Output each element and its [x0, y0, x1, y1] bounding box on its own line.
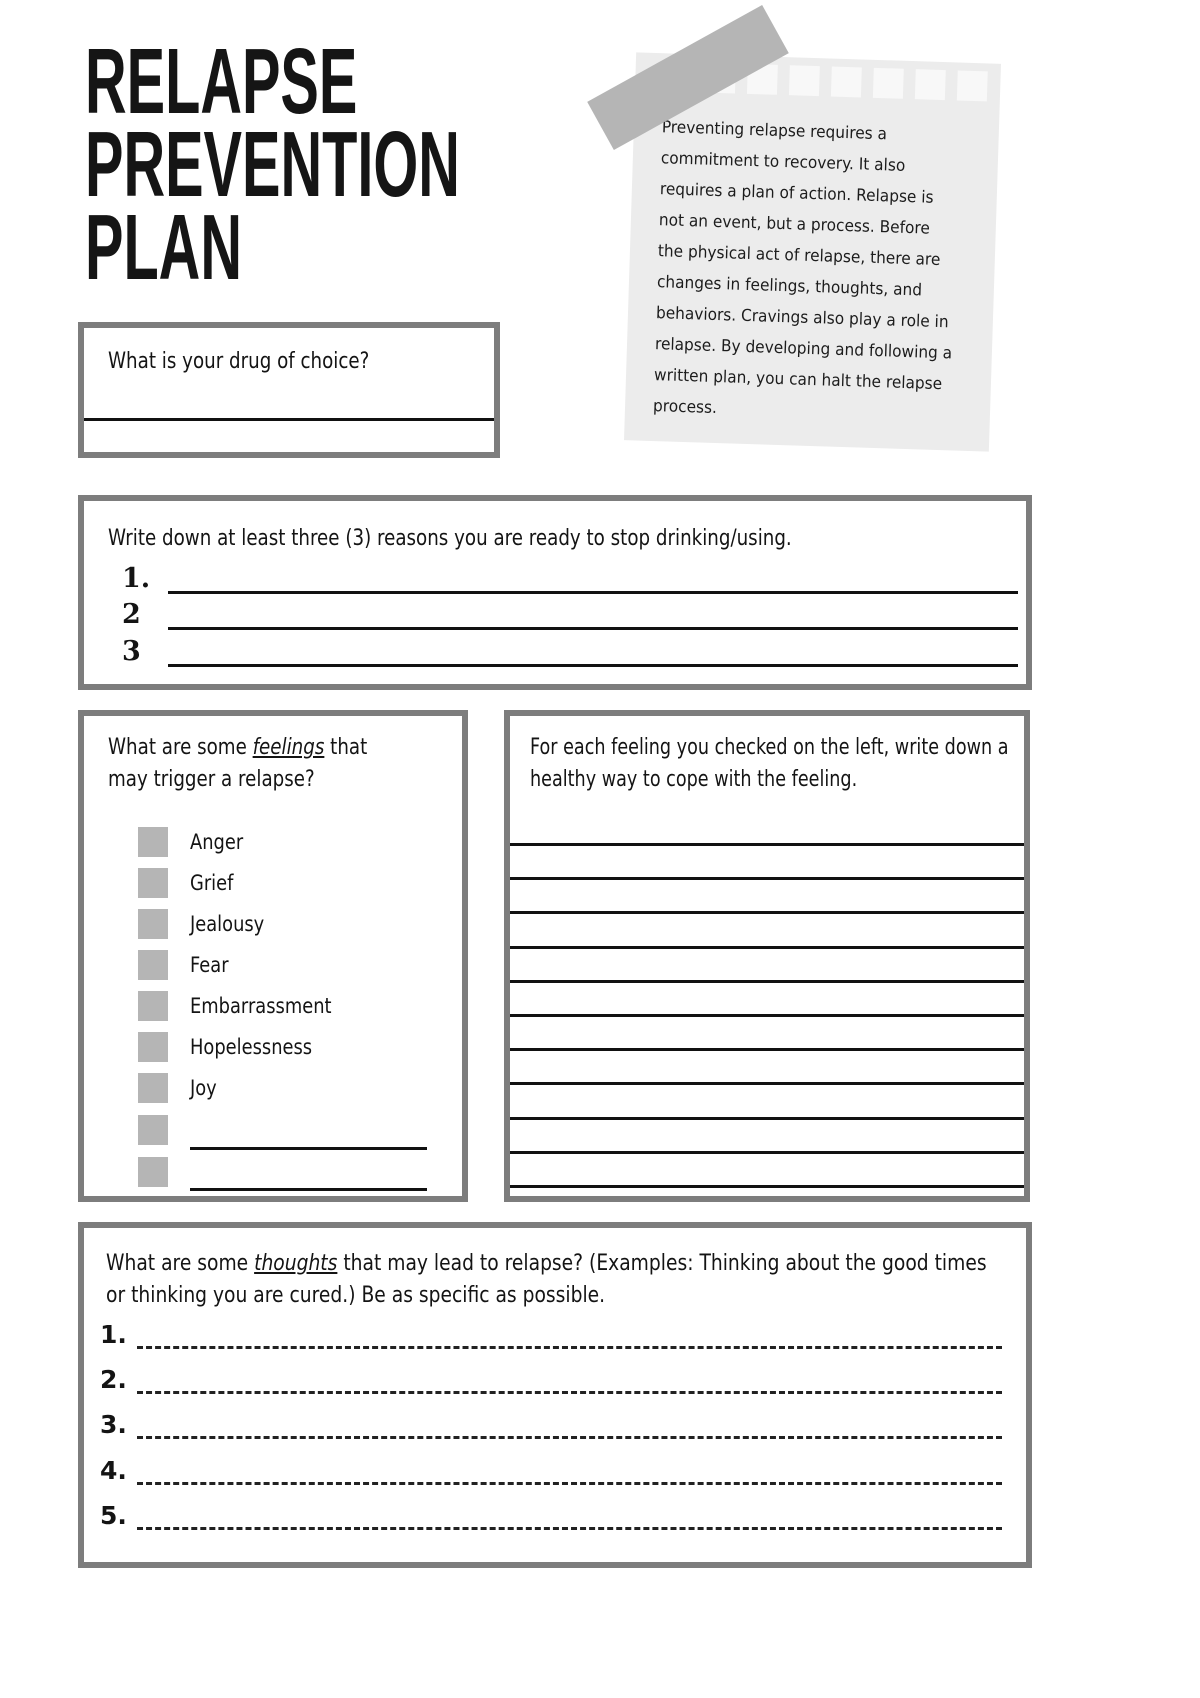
feeling-option-row	[138, 1032, 334, 1062]
thoughts-box	[78, 1222, 1032, 1568]
feelings-keyword: feelings	[252, 735, 325, 760]
feelings-box	[78, 710, 468, 1202]
feeling-option-row	[138, 1073, 221, 1103]
thought-number: 2.	[100, 1365, 127, 1394]
thoughts-prompt: What are some thoughts that may lead to relapse? (Examples: Thinking about the good times	[106, 1251, 987, 1276]
reason-answer-line[interactable]	[168, 594, 1018, 630]
cope-box	[504, 710, 1030, 1202]
note-text	[653, 111, 993, 431]
feeling-option-label: Joy	[190, 1076, 217, 1100]
film-hole-icon	[915, 69, 946, 100]
reason-number: 1.	[122, 563, 151, 594]
note-text-line: the physical act of relapse, there are	[657, 241, 941, 270]
reasons-prompt: Write down at least three (3) reasons you are ready to stop drinking/using.	[108, 526, 792, 551]
feeling-checkbox[interactable]	[138, 827, 168, 857]
thought-item	[100, 1496, 1002, 1530]
reason-answer-line[interactable]	[168, 631, 1018, 667]
thought-answer-line[interactable]	[137, 1496, 1002, 1530]
feeling-checkbox[interactable]	[138, 950, 168, 980]
note-text-line: written plan, you can halt the relapse	[653, 365, 943, 394]
feeling-option-row	[138, 950, 235, 980]
reasons-box	[78, 495, 1032, 690]
cope-answer-line[interactable]	[510, 1151, 1024, 1154]
feeling-option-row	[138, 991, 357, 1021]
note-text-line: not an event, but a process. Before	[658, 210, 931, 238]
page-title-line: RELAPSE	[85, 29, 358, 133]
reason-item	[122, 558, 1018, 594]
note-text-line: commitment to recovery. It also	[660, 148, 906, 175]
feeling-checkbox[interactable]	[138, 909, 168, 939]
cope-prompt-line1: For each feeling you checked on the left, write down a	[530, 735, 1009, 760]
cope-prompt-line2: healthy way to cope with the feeling.	[530, 767, 858, 792]
thought-number: 3.	[100, 1410, 127, 1439]
feeling-option-label: Grief	[190, 871, 234, 895]
cope-answer-line[interactable]	[510, 911, 1024, 914]
cope-answer-line[interactable]	[510, 1048, 1024, 1051]
feeling-option-row	[138, 909, 277, 939]
cope-answer-line[interactable]	[510, 1082, 1024, 1085]
thought-answer-line[interactable]	[137, 1451, 1002, 1485]
thought-item	[100, 1315, 1002, 1349]
thoughts-keyword: thoughts	[254, 1251, 338, 1276]
note-text-line: requires a plan of action. Relapse is	[659, 179, 934, 207]
page-title	[85, 29, 460, 299]
thought-number: 1.	[100, 1320, 127, 1349]
feeling-checkbox[interactable]	[138, 1073, 168, 1103]
reason-item	[122, 594, 1018, 630]
feelings-prompt: What are some feelings that	[108, 735, 368, 760]
film-hole-icon	[873, 68, 904, 99]
reason-answer-line[interactable]	[168, 558, 1018, 594]
thought-answer-line[interactable]	[137, 1315, 1002, 1349]
thought-item	[100, 1360, 1002, 1394]
film-hole-icon	[957, 70, 988, 101]
feeling-option-label: Anger	[190, 830, 244, 854]
feeling-option-label: Jealousy	[190, 912, 265, 936]
feeling-writein-row	[138, 1115, 168, 1145]
reason-number: 3	[122, 636, 141, 667]
thought-answer-line[interactable]	[137, 1360, 1002, 1394]
cope-answer-line[interactable]	[510, 1185, 1024, 1188]
feelings-prompt-line2: may trigger a relapse?	[108, 767, 315, 792]
note-text-line: process.	[652, 396, 718, 418]
feeling-checkbox[interactable]	[138, 1157, 168, 1187]
feeling-checkbox[interactable]	[138, 868, 168, 898]
cope-answer-line[interactable]	[510, 1014, 1024, 1017]
feeling-option-label: Hopelessness	[190, 1035, 313, 1059]
film-hole-icon	[789, 65, 820, 96]
feeling-option-row	[138, 827, 253, 857]
thought-item	[100, 1405, 1002, 1439]
feeling-writein-line[interactable]	[190, 1147, 427, 1150]
drug-answer-line[interactable]	[84, 418, 494, 421]
thought-answer-line[interactable]	[137, 1405, 1002, 1439]
drug-question-box	[78, 322, 500, 458]
drug-question-label: What is your drug of choice?	[108, 349, 370, 374]
cope-answer-line[interactable]	[510, 843, 1024, 846]
note-text-line: changes in feelings, thoughts, and	[656, 272, 923, 300]
cope-answer-line[interactable]	[510, 1117, 1024, 1120]
feeling-option-label: Fear	[190, 953, 229, 977]
page-title-line: PLAN	[85, 195, 242, 299]
feeling-option-label: Embarrassment	[190, 994, 332, 1018]
film-hole-icon	[831, 67, 862, 98]
thought-item	[100, 1451, 1002, 1485]
feeling-writein-line[interactable]	[190, 1188, 427, 1191]
thoughts-prompt-line2: or thinking you are cured.) Be as specific as possible.	[106, 1283, 606, 1308]
note-text-line: relapse. By developing and following a	[654, 334, 953, 363]
thought-number: 4.	[100, 1456, 127, 1485]
note-text-line: behaviors. Cravings also play a role in	[655, 303, 949, 332]
note-text-line: Preventing relapse requires a	[661, 117, 888, 144]
page-title-line: PREVENTION	[85, 112, 460, 216]
cope-answer-line[interactable]	[510, 980, 1024, 983]
reason-item	[122, 631, 1018, 667]
thought-number: 5.	[100, 1501, 127, 1530]
feeling-checkbox[interactable]	[138, 1115, 168, 1145]
cope-answer-line[interactable]	[510, 877, 1024, 880]
feeling-checkbox[interactable]	[138, 1032, 168, 1062]
feeling-option-row	[138, 868, 241, 898]
reason-number: 2	[122, 599, 141, 630]
feeling-checkbox[interactable]	[138, 991, 168, 1021]
feeling-writein-row	[138, 1157, 168, 1187]
cope-answer-line[interactable]	[510, 946, 1024, 949]
